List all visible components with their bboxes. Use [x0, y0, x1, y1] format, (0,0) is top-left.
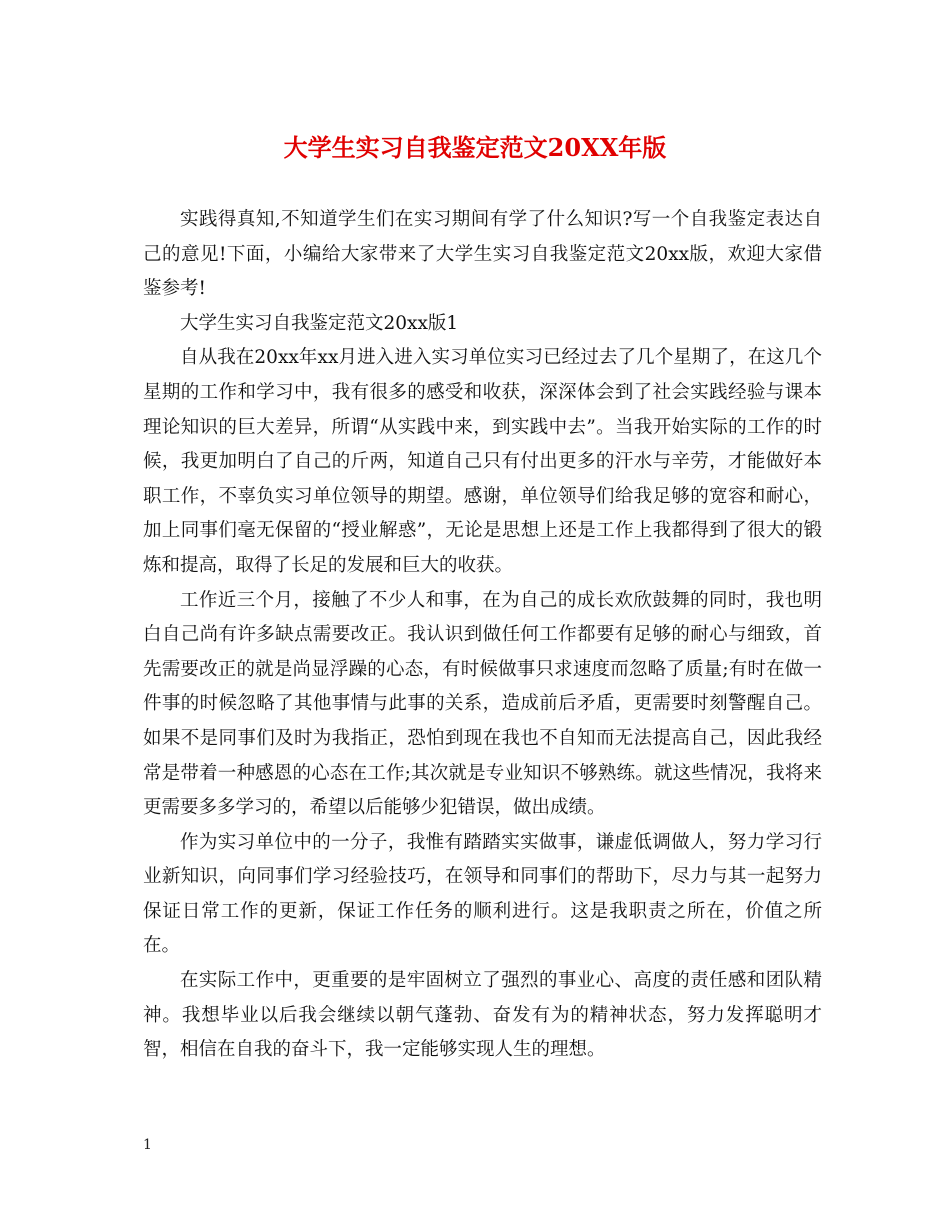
document-body	[143, 203, 822, 1068]
paragraph: 工作近三个月，接触了不少人和事，在为自己的成长欢欣鼓舞的同时，我也明白自己尚有许多缺点需要改正。我认识到做任何工作都要有足够的耐心与细致，首先需要改正的就是尚显浮躁的心态，有时候做事只求速度而忽略了质量;有时在做一件事的时候忽略了其他事情与此事的关系，造成前后矛盾，更需要时刻警醒自己。如果不是同事们及时为我指正，恐怕到现在我也不自知而无法提高自己，因此我经常是带着一种感恩的心态在工作;其次就是专业知识不够熟练。就这些情况，我将来更需要多多学习的，希望以后能够少犯错误，做出成绩。	[143, 589, 822, 819]
section-heading: 大学生实习自我鉴定范文20xx版1	[180, 312, 459, 334]
document-title: 大学生实习自我鉴定范文20XX年版	[283, 133, 667, 162]
paragraph: 作为实习单位中的一分子，我惟有踏踏实实做事，谦虚低调做人，努力学习行业新知识，向同事们学习经验技巧，在领导和同事们的帮助下，尽力与其一起努力保证日常工作的更新，保证工作任务的顺利进行。这是我职责之所在，价值之所在。	[143, 831, 822, 957]
paragraph-intro: 实践得真知,不知道学生们在实习期间有学了什么知识?写一个自我鉴定表达自己的意见!下面，小编给大家带来了大学生实习自我鉴定范文20xx版，欢迎大家借鉴参考!	[143, 209, 822, 300]
paragraph: 自从我在20xx年xx月进入进入实习单位实习已经过去了几个星期了，在这几个星期的工作和学习中，我有很多的感受和收获，深深体会到了社会实践经验与课本理论知识的巨大差异，所谓“从实践中来，到实践中去”。当我开始实际的工作的时候，我更加明白了自己的斤两，知道自己只有付出更多的汗水与辛劳，才能做好本职工作，不辜负实习单位领导的期望。感谢，单位领导们给我足够的宽容和耐心，加上同事们毫无保留的“授业解惑”，无论是思想上还是工作上我都得到了很大的锻炼和提高，取得了长足的发展和巨大的收获。	[143, 347, 822, 576]
page-number: 1	[143, 1137, 152, 1153]
paragraph: 在实际工作中，更重要的是牢固树立了强烈的事业心、高度的责任感和团队精神。我想毕业以后我会继续以朝气蓬勃、奋发有为的精神状态，努力发挥聪明才智，相信在自我的奋斗下，我一定能够实现人生的理想。	[143, 970, 822, 1061]
